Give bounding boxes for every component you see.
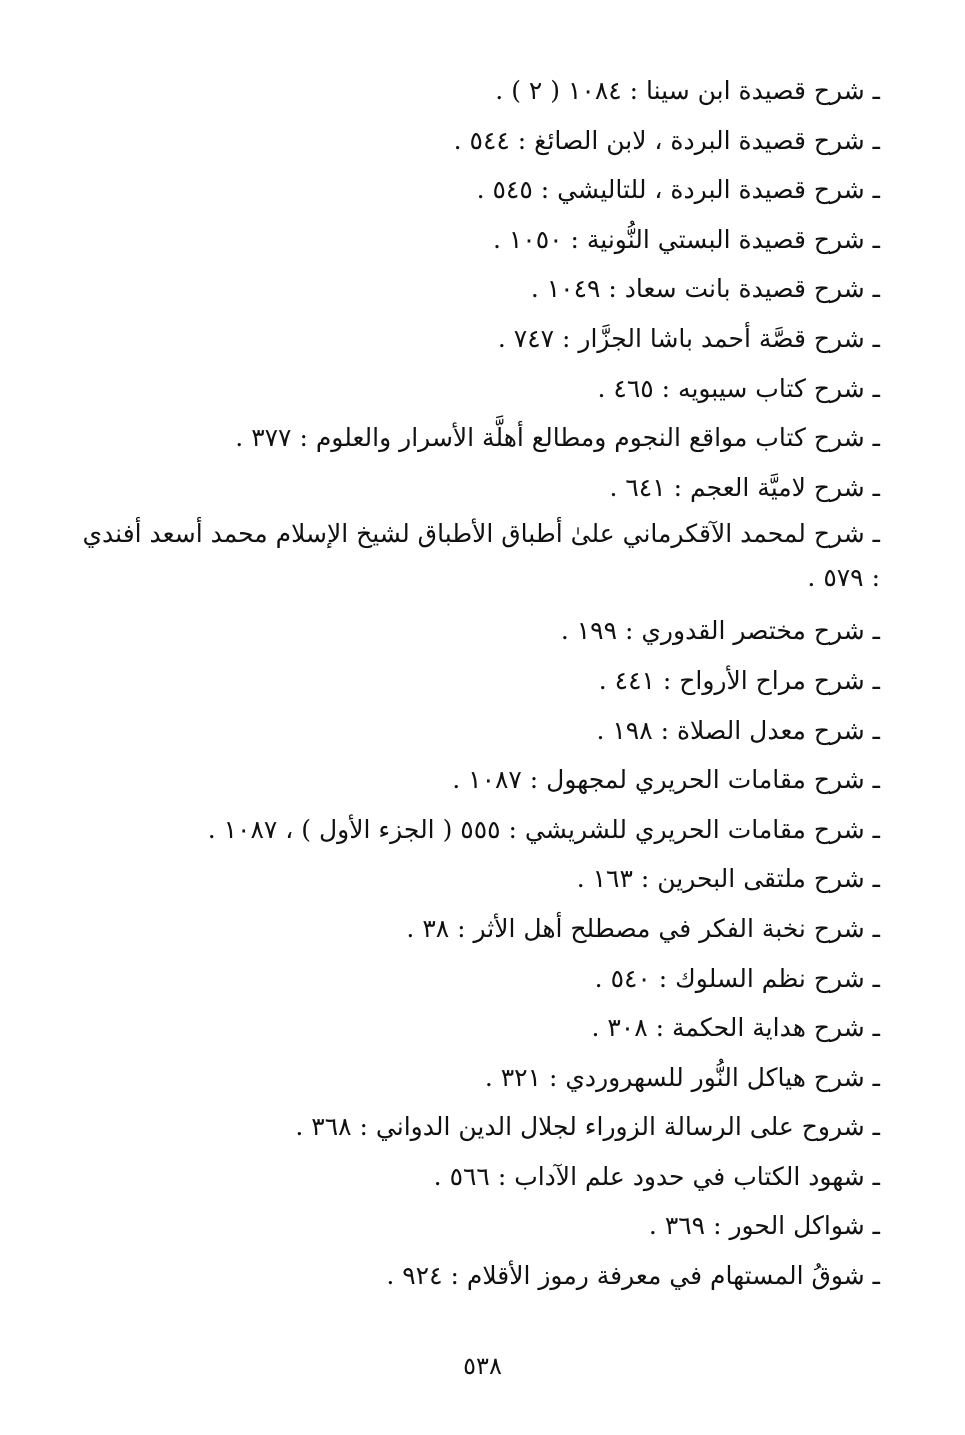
index-entry: ـ شرح قصيدة البردة ، لابن الصائغ : ٥٤٤ . (453, 125, 880, 155)
index-entry: ـ شرح معدل الصلاة : ١٩٨ . (596, 715, 880, 745)
index-entry: ـ شرح قصيدة ابن سينا : ١٠٨٤ ( ٢ ) . (495, 76, 880, 105)
index-entry: ـ شرح كتاب سيبويه : ٤٦٥ . (597, 373, 880, 403)
index-entry: ـ شرح لمحمد الآقكرماني علىٰ أطباق الأطباق لشيخ الإسلام محمد أسعد أفندي : ٥٧٩ . (82, 519, 880, 593)
index-entry: ـ شرح مراح الأرواح : ٤٤١ . (598, 665, 880, 695)
index-entry: ـ شوقُ المستهام في معرفة رموز الأقلام : ٩٢٤ . (386, 1261, 880, 1291)
index-entry: ـ شرح نظم السلوك : ٥٤٠ . (594, 963, 880, 993)
index-entry: ـ شروح على الرسالة الزوراء لجلال الدين الدواني : ٣٦٨ . (295, 1112, 880, 1142)
index-entry: ـ شرح نخبة الفكر في مصطلح أهل الأثر : ٣٨ . (406, 913, 880, 943)
index-entry: ـ شرح هياكل النُّور للسهروردي : ٣٢١ . (484, 1062, 880, 1092)
index-entry: ـ شواكل الحور : ٣٦٩ . (648, 1211, 880, 1241)
page-number: ٥٣٨ (463, 1352, 502, 1380)
index-entry: ـ شرح لاميَّة العجم : ٦٤١ . (609, 472, 880, 502)
index-entry-list (80, 66, 880, 1301)
index-entry: ـ شرح مقامات الحريري لمجهول : ١٠٨٧ . (452, 765, 880, 795)
index-entry: ـ شرح قصَّة أحمد باشا الجزَّار : ٧٤٧ . (497, 323, 880, 353)
index-entry: ـ شهود الكتاب في حدود علم الآداب : ٥٦٦ . (433, 1161, 880, 1191)
index-entry: ـ شرح كتاب مواقع النجوم ومطالع أهلَّة الأسرار والعلوم : ٣٧٧ . (235, 423, 880, 453)
index-entry: ـ شرح ملتقى البحرين : ١٦٣ . (576, 864, 880, 894)
index-entry: ـ شرح قصيدة البردة ، للتاليشي : ٥٤٥ . (476, 175, 880, 205)
index-entry: ـ شرح مختصر القدوري : ١٩٩ . (560, 616, 880, 646)
index-entry: ـ شرح مقامات الحريري للشريشي : ٥٥٥ ( الجزء الأول ) ، ١٠٨٧ . (207, 814, 880, 844)
index-entry: ـ شرح قصيدة البستي النُّونية : ١٠٥٠ . (492, 224, 880, 254)
index-entry: ـ شرح هداية الحكمة : ٣٠٨ . (591, 1013, 880, 1043)
index-entry: ـ شرح قصيدة بانت سعاد : ١٠٤٩ . (530, 274, 880, 304)
